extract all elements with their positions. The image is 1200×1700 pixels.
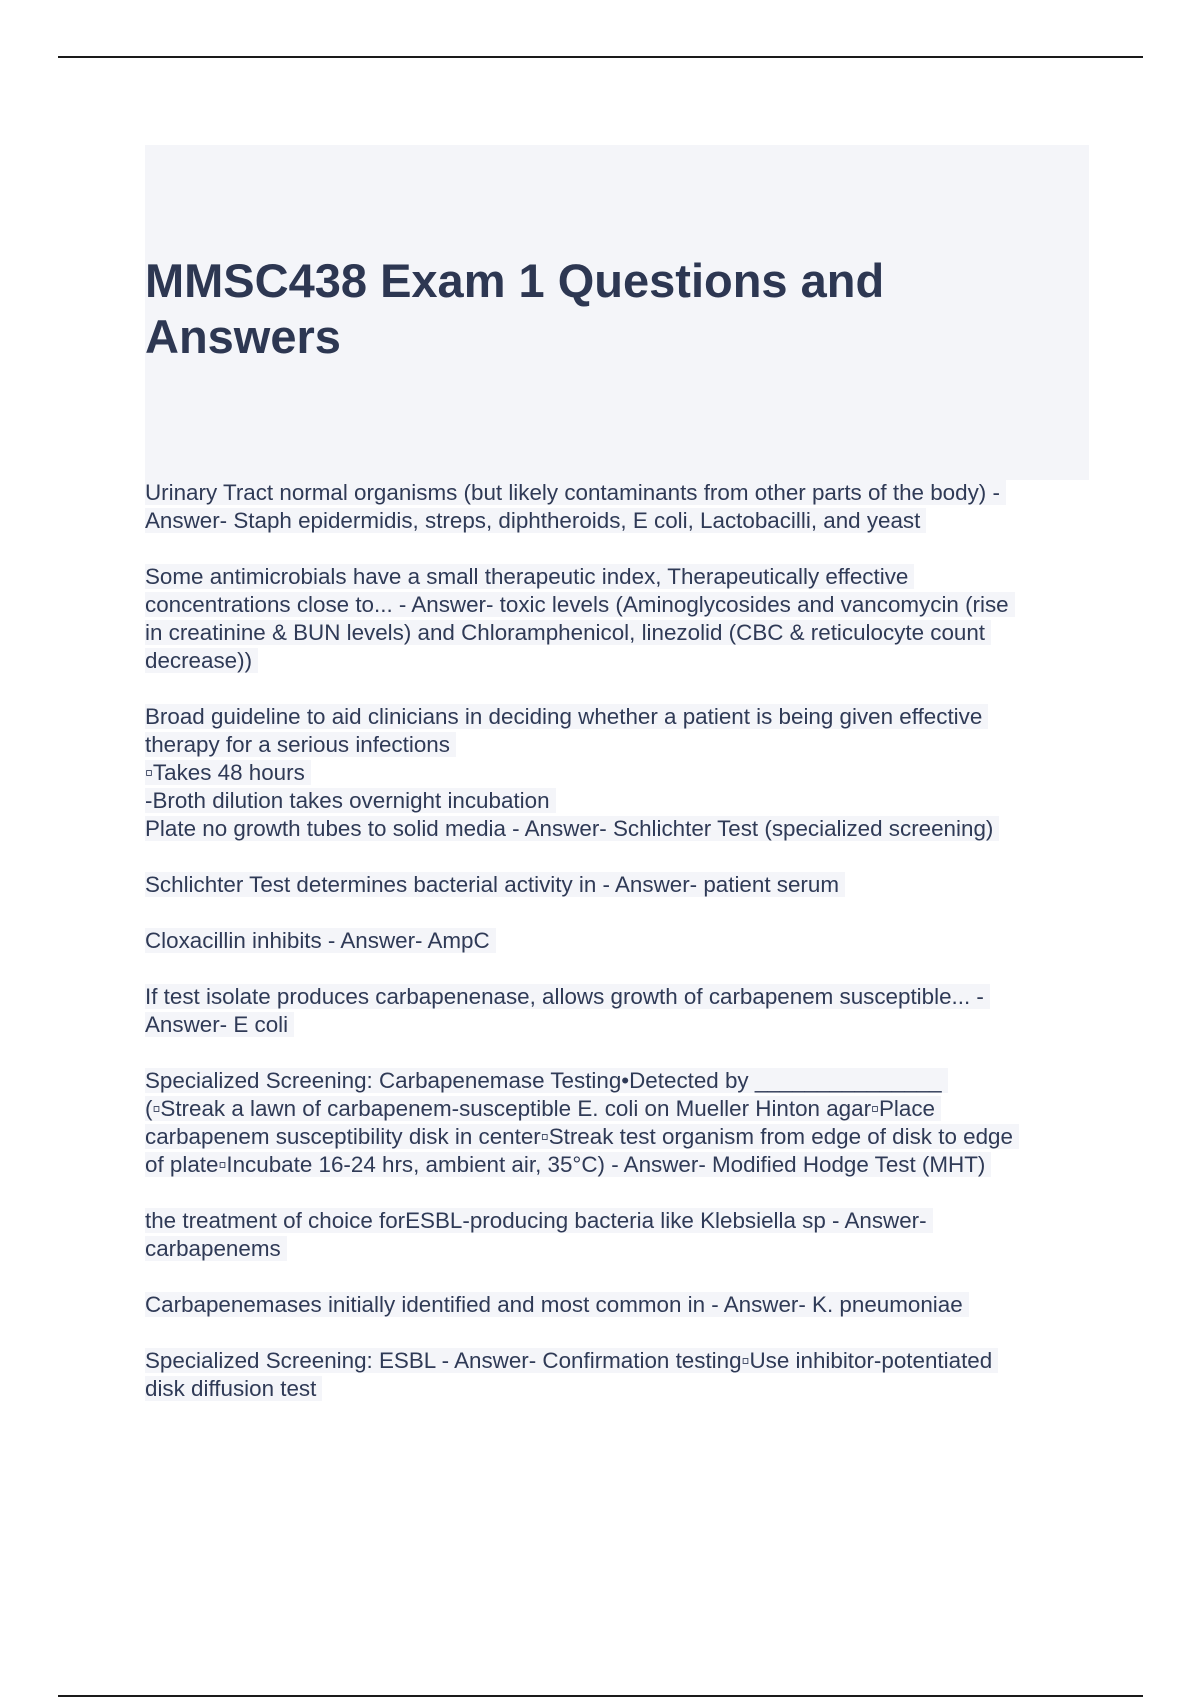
title-banner xyxy=(145,145,1089,480)
qa-line-text: decrease)) xyxy=(145,648,258,673)
qa-line-text: therapy for a serious infections xyxy=(145,732,456,757)
qa-line xyxy=(145,1151,1090,1179)
qa-line xyxy=(145,815,1090,843)
qa-line xyxy=(145,479,1090,507)
qa-line-text: carbapenem susceptibility disk in center▫Streak test organism from edge of disk to edge xyxy=(145,1124,1019,1149)
qa-line-text: of plate▫Incubate 16-24 hrs, ambient air, 35°C) - Answer- Modified Hodge Test (MHT) xyxy=(145,1152,991,1177)
qa-line xyxy=(145,1207,1090,1235)
qa-line xyxy=(145,1067,1090,1095)
qa-line-text: in creatinine & BUN levels) and Chloramphenicol, linezolid (CBC & reticulocyte count xyxy=(145,620,991,645)
qa-line xyxy=(145,1375,1090,1403)
qa-item xyxy=(145,927,1090,955)
qa-line-text: Specialized Screening: Carbapenemase Testing•Detected by _______________ xyxy=(145,1068,948,1093)
qa-item xyxy=(145,479,1090,535)
qa-line xyxy=(145,1235,1090,1263)
qa-line-text: Plate no growth tubes to solid media - Answer- Schlichter Test (specialized screening) xyxy=(145,816,999,841)
qa-line-text: Answer- Staph epidermidis, streps, diphtheroids, E coli, Lactobacilli, and yeast xyxy=(145,508,926,533)
qa-line xyxy=(145,927,1090,955)
qa-line xyxy=(145,1291,1090,1319)
qa-line xyxy=(145,871,1090,899)
qa-line-text: concentrations close to... - Answer- toxic levels (Aminoglycosides and vancomycin (rise xyxy=(145,592,1015,617)
qa-line xyxy=(145,787,1090,815)
qa-item xyxy=(145,1207,1090,1263)
qa-item xyxy=(145,1347,1090,1403)
top-rule xyxy=(58,56,1143,58)
qa-line-text: Schlichter Test determines bacterial activity in - Answer- patient serum xyxy=(145,872,845,897)
qa-line-text: ▫Takes 48 hours xyxy=(145,760,311,785)
qa-item xyxy=(145,1067,1090,1179)
qa-item xyxy=(145,1291,1090,1319)
qa-line xyxy=(145,1347,1090,1375)
qa-line xyxy=(145,591,1090,619)
qa-line xyxy=(145,507,1090,535)
qa-item xyxy=(145,983,1090,1039)
qa-line-text: Carbapenemases initially identified and most common in - Answer- K. pneumoniae xyxy=(145,1292,969,1317)
qa-item xyxy=(145,703,1090,843)
qa-line xyxy=(145,759,1090,787)
page-title xyxy=(145,253,1045,365)
qa-item xyxy=(145,563,1090,675)
qa-line xyxy=(145,1095,1090,1123)
qa-line-text: Cloxacillin inhibits - Answer- AmpC xyxy=(145,928,496,953)
title-line-2: Answers xyxy=(145,310,341,363)
qa-line-text: -Broth dilution takes overnight incubation xyxy=(145,788,556,813)
qa-item xyxy=(145,871,1090,899)
qa-list xyxy=(145,479,1090,1431)
qa-line xyxy=(145,619,1090,647)
qa-line xyxy=(145,563,1090,591)
qa-line xyxy=(145,983,1090,1011)
qa-line-text: Some antimicrobials have a small therapeutic index, Therapeutically effective xyxy=(145,564,914,589)
qa-line-text: If test isolate produces carbapenenase, allows growth of carbapenem susceptible... - xyxy=(145,984,990,1009)
qa-line-text: disk diffusion test xyxy=(145,1376,322,1401)
qa-line-text: (▫Streak a lawn of carbapenem-susceptible E. coli on Mueller Hinton agar▫Place xyxy=(145,1096,941,1121)
title-line-1: MMSC438 Exam 1 Questions and xyxy=(145,254,885,307)
qa-line-text: Broad guideline to aid clinicians in deciding whether a patient is being given effective xyxy=(145,704,988,729)
qa-line xyxy=(145,1123,1090,1151)
qa-line xyxy=(145,1011,1090,1039)
qa-line xyxy=(145,647,1090,675)
bottom-rule xyxy=(58,1695,1143,1697)
qa-line-text: carbapenems xyxy=(145,1236,287,1261)
qa-line-text: Specialized Screening: ESBL - Answer- Confirmation testing▫Use inhibitor-potentiated xyxy=(145,1348,998,1373)
qa-line-text: Urinary Tract normal organisms (but likely contaminants from other parts of the body) - xyxy=(145,480,1006,505)
qa-line xyxy=(145,731,1090,759)
qa-line xyxy=(145,703,1090,731)
qa-line-text: the treatment of choice forESBL-producing bacteria like Klebsiella sp - Answer- xyxy=(145,1208,933,1233)
qa-line-text: Answer- E coli xyxy=(145,1012,294,1037)
